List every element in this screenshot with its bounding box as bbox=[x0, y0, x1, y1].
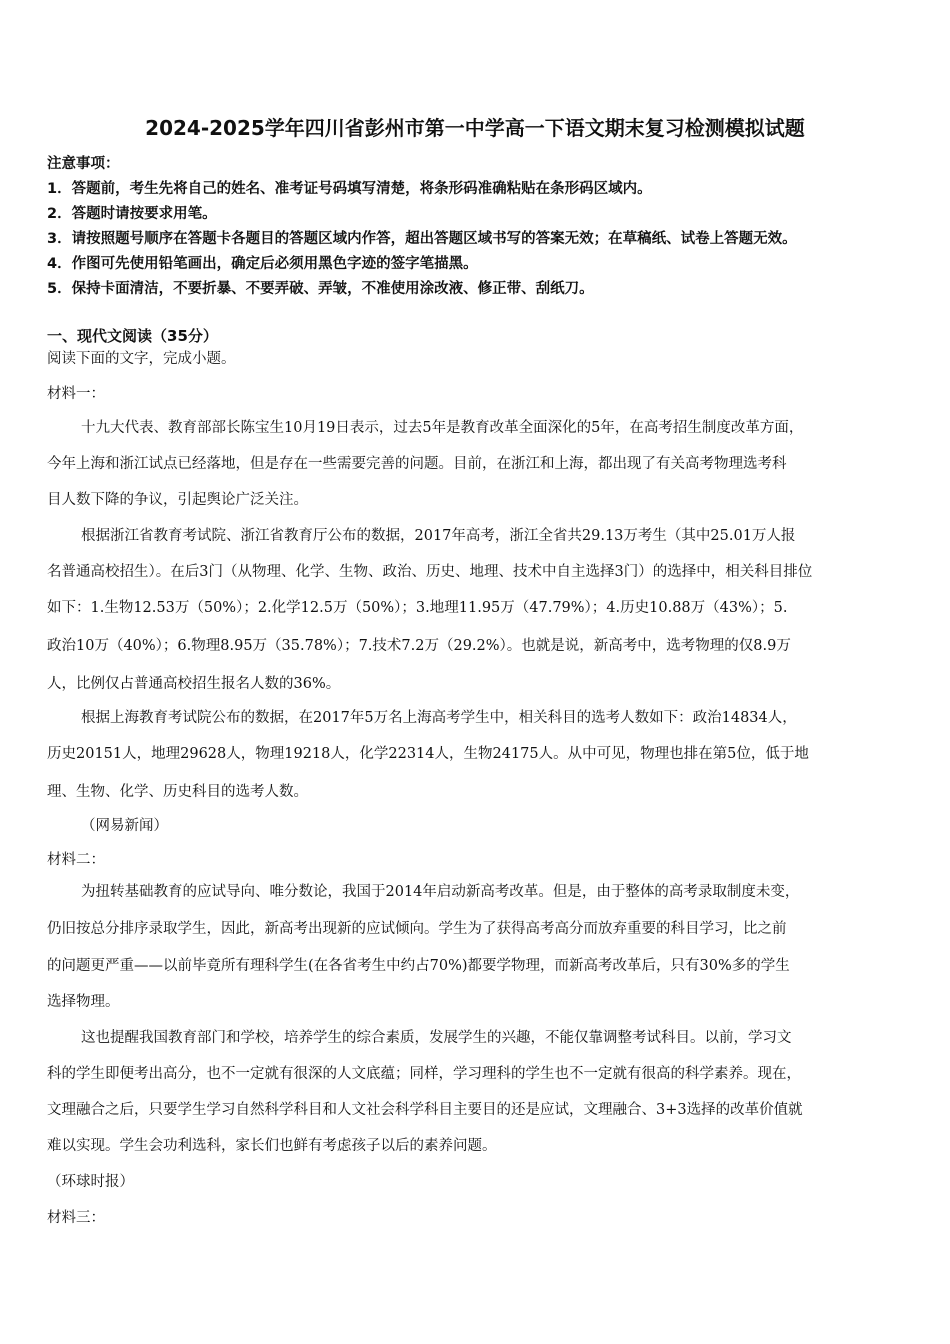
notice-block bbox=[47, 152, 927, 302]
notice-item: 5．保持卡面清洁，不要折暴、不要弄破、弄皱，不准使用涂改液、修正带、刮纸刀。 bbox=[47, 281, 594, 297]
paragraph-line: 选择物理。 bbox=[47, 994, 120, 1010]
notice-item: 1．答题前，考生先将自己的姓名、准考证号码填写清楚，将条形码准确粘贴在条形码区域内。 bbox=[47, 181, 652, 197]
notice-item: 2．答题时请按要求用笔。 bbox=[47, 206, 217, 222]
page-title: 2024-2025学年四川省彭州市第一中学高一下语文期末复习检测模拟试题 bbox=[145, 116, 805, 140]
paragraph-line: 难以实现。学生会功利选科，家长们也鲜有考虑孩子以后的素养问题。 bbox=[47, 1138, 497, 1154]
paragraph-line: 文理融合之后，只要学生学习自然科学科目和人文社会科学科目主要目的还是应试，文理融合、3+3选择的改革价值就 bbox=[47, 1102, 803, 1118]
notice-item: 4．作图可先使用铅笔画出，确定后必须用黑色字迹的签字笔描黑。 bbox=[47, 256, 478, 272]
notice-heading: 注意事项： bbox=[47, 156, 120, 172]
material-1-label: 材料一： bbox=[47, 386, 105, 402]
paragraph-line: 根据浙江省教育考试院、浙江省教育厅公布的数据，2017年高考，浙江全省共29.13万考生（其中25.01万人报 bbox=[81, 528, 796, 544]
notice-item: 3．请按照题号顺序在答题卡各题目的答题区域内作答，超出答题区域书写的答案无效；在草稿纸、试卷上答题无效。 bbox=[47, 231, 797, 247]
paragraph-line: 目人数下降的争议，引起舆论广泛关注。 bbox=[47, 492, 308, 508]
paragraph-line: 理、生物、化学、历史科目的选考人数。 bbox=[47, 784, 308, 800]
material-2-source: （环球时报） bbox=[47, 1174, 134, 1190]
paragraph-line: 的问题更严重——以前毕竟所有理科学生(在各省考生中约占70%)都要学物理，而新高考改革后，只有30%多的学生 bbox=[47, 958, 790, 974]
paragraph-line: 为扭转基础教育的应试导向、唯分数论，我国于2014年启动新高考改革。但是，由于整体的高考录取制度未变， bbox=[81, 884, 800, 900]
paragraph-line: 人，比例仅占普通高校招生报名人数的36%。 bbox=[47, 676, 341, 692]
paragraph-line: 这也提醒我国教育部门和学校，培养学生的综合素质，发展学生的兴趣，不能仅靠调整考试科目。以前，学习文 bbox=[81, 1030, 792, 1046]
material-3-label: 材料三： bbox=[47, 1210, 105, 1226]
paragraph-line: 仍旧按总分排序录取学生，因此，新高考出现新的应试倾向。学生为了获得高考高分而放弃重要的科目学习，比之前 bbox=[47, 921, 787, 937]
section-heading: 一、现代文阅读（35分） bbox=[47, 327, 218, 345]
paragraph-line: 十九大代表、教育部部长陈宝生10月19日表示，过去5年是教育改革全面深化的5年，在高考招生制度改革方面， bbox=[81, 420, 804, 436]
section-instruction: 阅读下面的文字，完成小题。 bbox=[47, 351, 236, 367]
material-1-source: （网易新闻） bbox=[81, 818, 168, 834]
paragraph-line: 今年上海和浙江试点已经落地，但是存在一些需要完善的问题。目前，在浙江和上海，都出现了有关高考物理选考科 bbox=[47, 456, 787, 472]
paragraph-line: 科的学生即便考出高分，也不一定就有很深的人文底蕴；同样，学习理科的学生也不一定就有很高的科学素养。现在， bbox=[47, 1066, 801, 1082]
paragraph-line: 名普通高校招生）。在后3门（从物理、化学、生物、政治、历史、地理、技术中自主选择3门）的选择中，相关科目排位 bbox=[47, 564, 813, 580]
material-2-label: 材料二： bbox=[47, 852, 105, 868]
paragraph-line: 如下：1.生物12.53万（50%）；2.化学12.5万（50%）；3.地理11.95万（47.79%）；4.历史10.88万（43%）；5. bbox=[47, 600, 788, 616]
paragraph-line: 历史20151人，地理29628人，物理19218人，化学22314人，生物24175人。从中可见，物理也排在第5位，低于地 bbox=[47, 746, 809, 762]
paragraph-line: 政治10万（40%）；6.物理8.95万（35.78%）；7.技术7.2万（29.2%）。也就是说，新高考中，选考物理的仅8.9万 bbox=[47, 638, 791, 654]
paragraph-line: 根据上海教育考试院公布的数据，在2017年5万名上海高考学生中，相关科目的选考人数如下：政治14834人， bbox=[81, 710, 797, 726]
